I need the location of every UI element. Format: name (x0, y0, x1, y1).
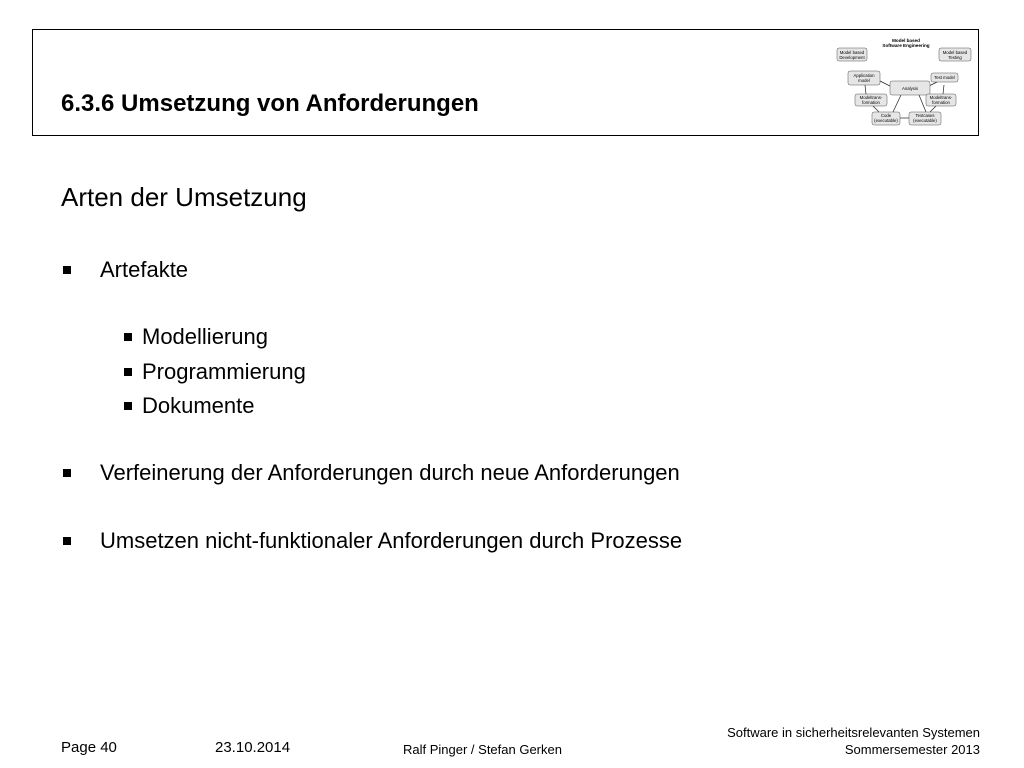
sub-bullet-modellierung: Modellierung (142, 324, 268, 349)
sub-bullet-dokumente: Dokumente (142, 393, 255, 418)
section-subtitle: Arten der Umsetzung (61, 182, 307, 212)
bullet-marker (63, 266, 71, 274)
diagram-trans-left-2: formation (862, 100, 880, 105)
diagram-app-model-2: model (858, 78, 870, 83)
bullet-marker (63, 469, 71, 477)
diagram-test-model: Test model (934, 75, 955, 80)
footer-authors: Ralf Pinger / Stefan Gerken (403, 742, 562, 757)
diagram-code-1: Code (880, 113, 892, 118)
sub-bullet-marker (124, 368, 132, 376)
footer-course: Software in sicherheitsrelevanten Systemen (727, 725, 980, 740)
diagram-trans-left-1: Modeltrans- (859, 95, 883, 100)
diagram-testcases-2: (executable) (913, 118, 937, 123)
footer-page-number: Page 40 (61, 739, 117, 756)
sub-bullet-marker (124, 333, 132, 341)
diagram-trans-right-1: Modeltrans- (929, 95, 953, 100)
diagram-right-box-1: Model based (942, 50, 968, 55)
bullet-umsetzen: Umsetzen nicht-funktionaler Anforderungen durch Prozesse (100, 528, 683, 553)
header-box (32, 29, 979, 136)
footer-date: 23.10.2014 (215, 739, 291, 756)
mbse-diagram (833, 34, 975, 132)
diagram-testcases-1: Testcases (915, 113, 935, 118)
bullet-marker (63, 537, 71, 545)
sub-bullet-programmierung: Programmierung (142, 359, 306, 384)
diagram-app-model-1: Application (853, 73, 875, 78)
bullet-verfeinerung: Verfeinerung der Anforderungen durch neue Anforderungen (100, 460, 680, 485)
diagram-title-2: Software Engineering (882, 43, 930, 48)
diagram-left-box-2: Development (839, 55, 865, 60)
diagram-left-box-1: Model based (839, 50, 865, 55)
page-title: 6.3.6 Umsetzung von Anforderungen (61, 90, 479, 117)
diagram-code-2: (executable) (874, 118, 898, 123)
footer-semester: Sommersemester 2013 (844, 742, 980, 757)
diagram-right-box-2: Testing (948, 55, 962, 60)
bullet-artefakte: Artefakte (100, 257, 189, 282)
diagram-title-1: Model based (892, 38, 920, 43)
diagram-trans-right-2: formation (932, 100, 950, 105)
diagram-analysis: Analysis (901, 86, 919, 91)
sub-bullet-marker (124, 402, 132, 410)
